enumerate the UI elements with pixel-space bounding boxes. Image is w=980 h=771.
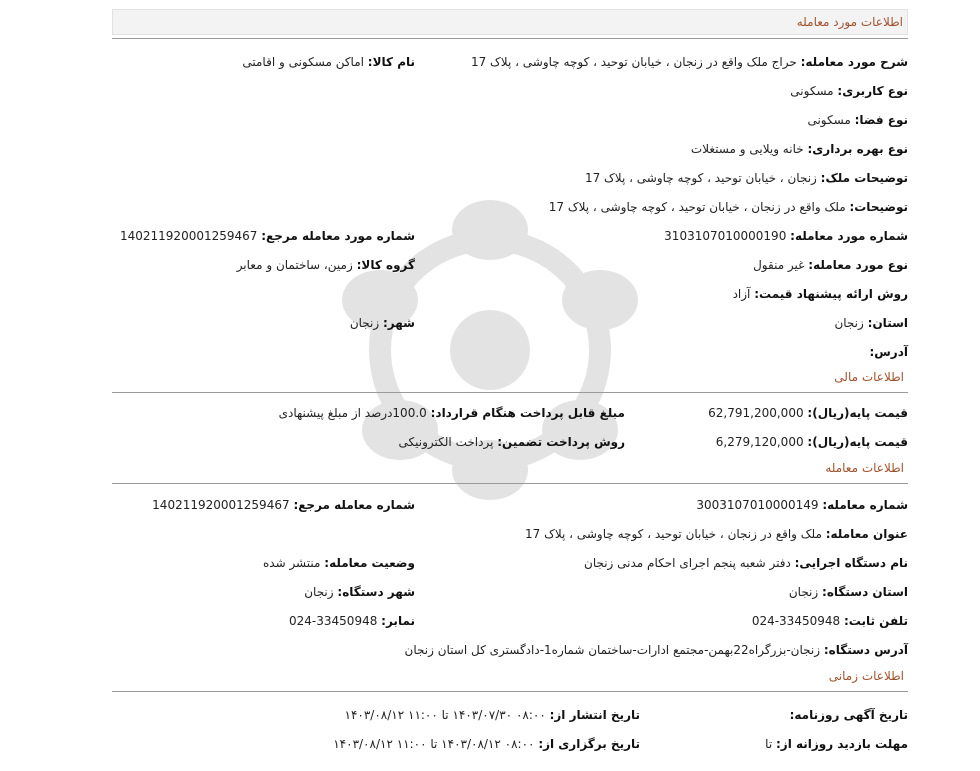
tx-title-row xyxy=(525,527,908,541)
space-label: نوع فضا: xyxy=(854,113,908,127)
divider xyxy=(112,483,908,484)
fax-value: 024-33450948 xyxy=(289,614,378,628)
status-row xyxy=(263,556,415,570)
base-price-row xyxy=(708,406,908,420)
visit-value: تا xyxy=(765,737,773,751)
executor-row xyxy=(584,556,908,570)
ref-number-label: شماره مورد معامله مرجع: xyxy=(261,229,415,243)
fax-row xyxy=(289,614,415,628)
ref-number-row xyxy=(120,229,415,243)
tx-number-value: 3003107010000149 xyxy=(696,498,819,512)
goods-group-value: زمین، ساختمان و معابر xyxy=(236,258,353,272)
usage-label: نوع کاربری: xyxy=(837,84,908,98)
guarantee-value: پرداخت الکترونیکی xyxy=(398,435,494,449)
org-city-value: زنجان xyxy=(304,585,334,599)
goods-name-value: اماکن مسکونی و اقامتی xyxy=(242,55,364,69)
newspaper-label: تاریخ آگهی روزنامه: xyxy=(789,708,908,722)
hold-value: ۰۸:۰۰ ۱۴۰۳/۰۸/۱۲ تا ۱۱:۰۰ ۱۴۰۳/۰۸/۱۲ xyxy=(333,737,535,751)
payable-row xyxy=(279,406,625,420)
tx-ref-value: 14021192000125946​7 xyxy=(152,498,290,512)
address-label: آدرس: xyxy=(869,345,908,359)
goods-name-label: نام کالا: xyxy=(367,55,415,69)
deal-description-label: شرح مورد معامله: xyxy=(800,55,908,69)
province-label: استان: xyxy=(867,316,908,330)
section-title-financial: اطلاعات مالی xyxy=(834,370,904,384)
org-province-value: زنجان xyxy=(788,585,819,599)
status-value: منتشر شده xyxy=(262,556,321,570)
goods-group-row xyxy=(237,258,415,272)
property-desc-value: زنجان ، خیابان توحید ، کوچه چاوشی ، پلاک 17 xyxy=(584,171,817,185)
guarantee-label: روش پرداخت تضمین: xyxy=(497,435,625,449)
visit-row xyxy=(765,737,908,751)
deal-description-row xyxy=(471,55,908,69)
phone-row xyxy=(752,614,908,628)
exploitation-value: خانه ویلایی و مستغلات xyxy=(690,142,804,156)
city-label: شهر: xyxy=(383,316,415,330)
pricing-method-value: آزاد xyxy=(732,287,751,301)
newspaper-row xyxy=(790,708,908,722)
status-label: وضعیت معامله: xyxy=(324,556,415,570)
org-address-label: آدرس دستگاه: xyxy=(823,643,908,657)
divider xyxy=(112,392,908,393)
base-price-label: قیمت پایه(ریال): xyxy=(807,406,908,420)
visit-label: مهلت بازدید روزانه از: xyxy=(776,737,908,751)
section-title-deal-info: اطلاعات مورد معامله xyxy=(112,9,908,35)
address-row xyxy=(869,345,908,359)
base-price2-label: قیمت پایه(ریال): xyxy=(807,435,908,449)
executor-value: دفتر شعبه پنجم اجرای احکام مدنی زنجان xyxy=(584,556,791,570)
deal-description-value: حراج ملک واقع در زنجان ، خیابان توحید ، کوچه چاوشی ، پلاک 17 xyxy=(470,55,797,69)
org-city-label: شهر دستگاه: xyxy=(337,585,415,599)
pricing-method-row xyxy=(733,287,908,301)
org-address-row xyxy=(405,643,908,657)
base-price2-value: 6,279,120,000 xyxy=(715,435,804,449)
pricing-method-label: روش ارائه پیشنهاد قیمت: xyxy=(754,287,908,301)
city-value: زنجان xyxy=(349,316,380,330)
payable-label: مبلغ قابل پرداخت هنگام قرارداد: xyxy=(430,406,625,420)
divider xyxy=(112,691,908,692)
city-row xyxy=(350,316,415,330)
item-number-label: شماره مورد معامله: xyxy=(790,229,908,243)
section-title-transaction: اطلاعات معامله xyxy=(825,461,904,475)
tx-title-value: ملک واقع در زنجان ، خیابان توحید ، کوچه چاوشی ، پلاک 17 xyxy=(525,527,822,541)
item-type-label: نوع مورد معامله: xyxy=(808,258,908,272)
property-desc-label: توضیحات ملک: xyxy=(820,171,908,185)
usage-value: مسکونی xyxy=(790,84,834,98)
payable-value: 100.0درصد از مبلغ پیشنهادی xyxy=(278,406,427,420)
base-price-value: 62,791,200,000 xyxy=(708,406,804,420)
executor-label: نام دستگاه اجرایی: xyxy=(794,556,908,570)
ref-number-value: 14021192000125946​7 xyxy=(119,229,258,243)
tx-number-row xyxy=(696,498,908,512)
exploitation-row xyxy=(691,142,908,156)
guarantee-row xyxy=(399,435,625,449)
publish-label: تاریخ انتشار از: xyxy=(549,708,640,722)
org-province-row xyxy=(789,585,908,599)
item-type-value: غیر منقول xyxy=(753,258,805,272)
item-number-value: 3103107010000190 xyxy=(664,229,787,243)
space-value: مسکونی xyxy=(807,113,851,127)
goods-group-label: گروه کالا: xyxy=(356,258,415,272)
space-row xyxy=(807,113,908,127)
property-desc-row xyxy=(585,171,908,185)
notes-value: ملک واقع در زنجان ، خیابان توحید ، کوچه چاوشی ، پلاک 17 xyxy=(548,200,846,214)
province-value: زنجان xyxy=(834,316,864,330)
base-price2-row xyxy=(716,435,908,449)
publish-value: ۰۸:۰۰ ۱۴۰۳/۰۷/۳۰ تا ۱۱:۰۰ ۱۴۰۳/۰۸/۱۲ xyxy=(344,708,546,722)
item-number-row xyxy=(664,229,908,243)
exploitation-label: نوع بهره برداری: xyxy=(807,142,908,156)
fax-label: نمابر: xyxy=(381,614,415,628)
phone-label: تلفن ثابت: xyxy=(843,614,908,628)
hold-label: تاریخ برگزاری از: xyxy=(538,737,640,751)
item-type-row xyxy=(753,258,908,272)
org-address-value: زنجان-بزرگراه22بهمن-مجتمع ادارات-ساختمان شماره1-دادگستری کل استان زنجان xyxy=(404,643,821,657)
tx-ref-label: شماره معامله مرجع: xyxy=(293,498,415,512)
phone-value: 024-33450948 xyxy=(751,614,841,628)
tx-number-label: شماره معامله: xyxy=(822,498,908,512)
publish-row xyxy=(345,708,640,722)
org-province-label: استان دستگاه: xyxy=(822,585,908,599)
tx-ref-row xyxy=(152,498,415,512)
notes-row xyxy=(549,200,908,214)
hold-row xyxy=(333,737,640,751)
usage-row xyxy=(790,84,908,98)
org-city-row xyxy=(304,585,415,599)
goods-name-row xyxy=(242,55,415,69)
tx-title-label: عنوان معامله: xyxy=(825,527,908,541)
province-row xyxy=(834,316,908,330)
notes-label: توضیحات: xyxy=(849,200,908,214)
divider xyxy=(112,38,908,39)
section-title-timing: اطلاعات زمانی xyxy=(828,669,904,683)
